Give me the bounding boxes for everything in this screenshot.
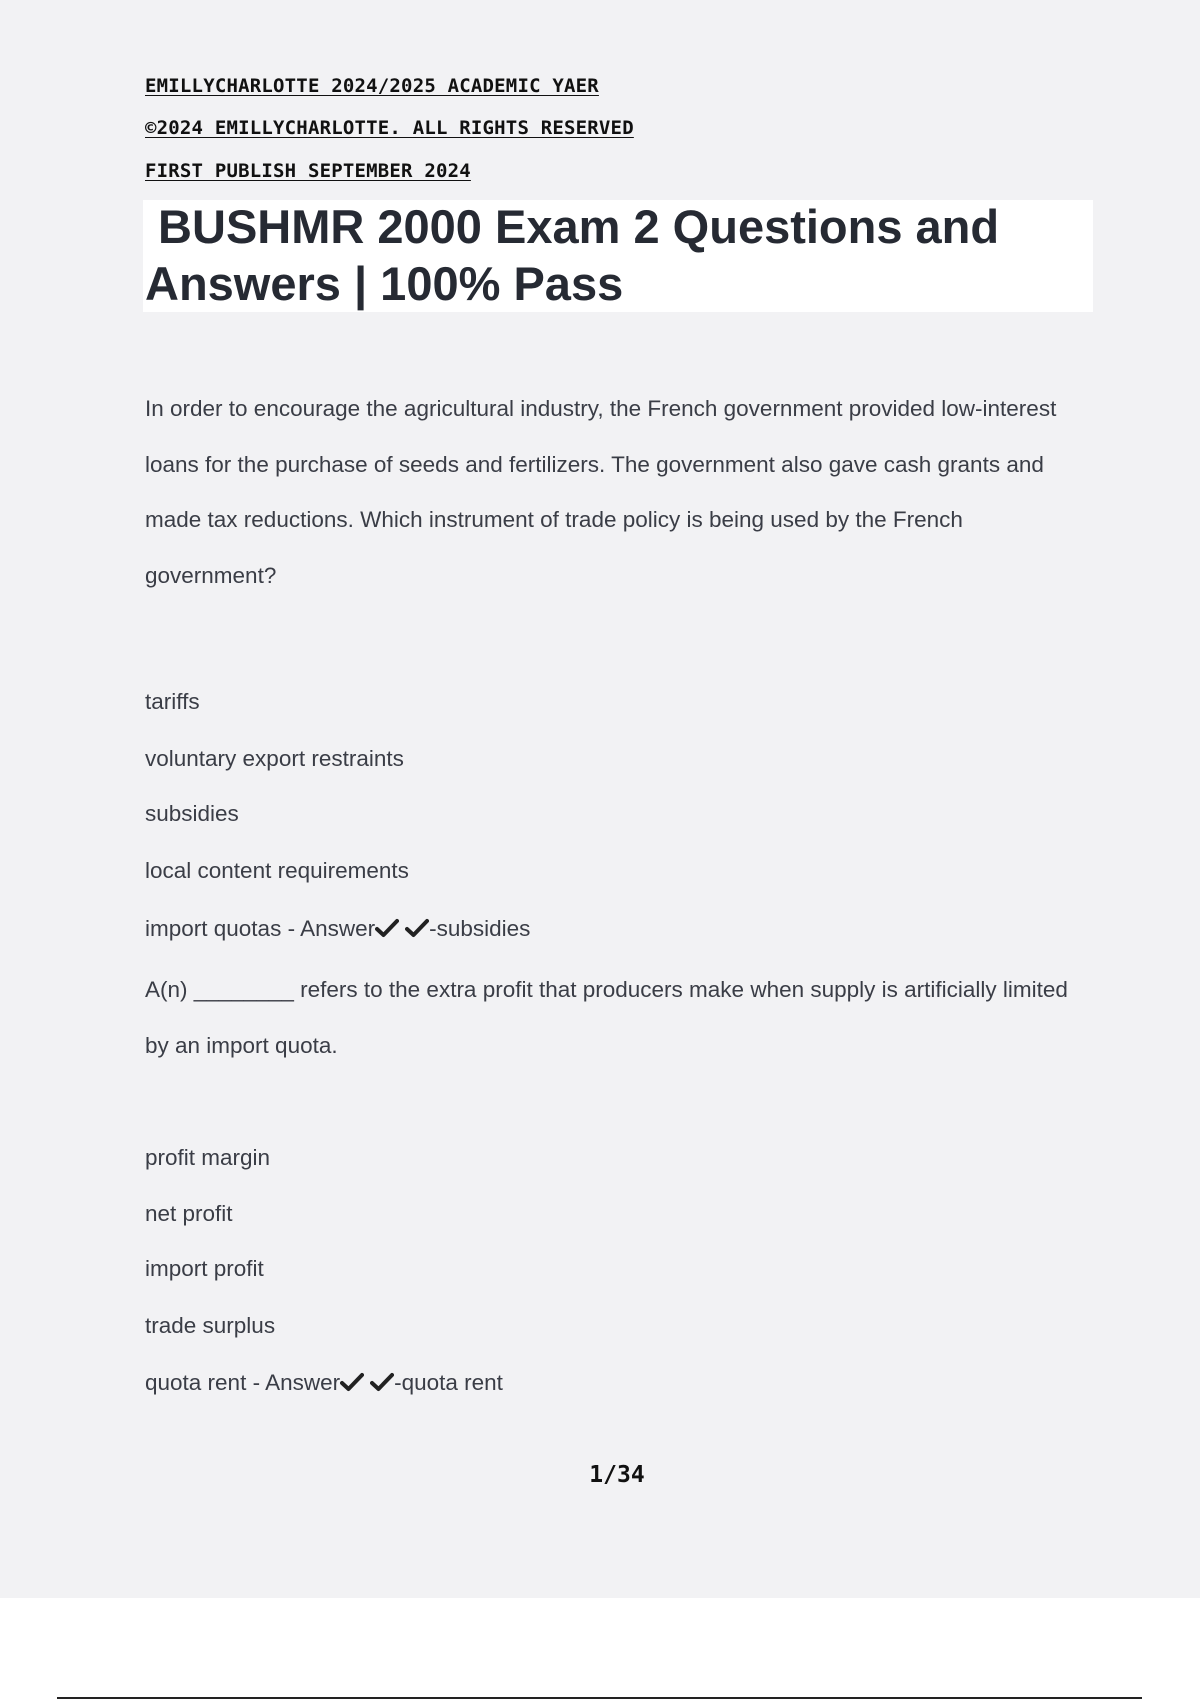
- question-1-option-5: import quotas - Answer: [145, 916, 376, 941]
- question-1-option-2: voluntary export restraints: [145, 746, 404, 771]
- check-icon: [340, 1372, 364, 1392]
- title-line-1: BUSHMR 2000 Exam 2 Questions and: [145, 200, 1000, 253]
- page-number: 1/34: [589, 1462, 645, 1488]
- check-icon: [370, 1372, 394, 1392]
- question-2-option-3: import profit: [145, 1256, 264, 1281]
- question-2-text: A(n) ________ refers to the extra profit that producers make when supply is artificially limited by an import quota.: [145, 977, 1068, 1058]
- page-title: [145, 198, 1095, 312]
- question-2-option-2: net profit: [145, 1201, 233, 1226]
- question-1-option-4: local content requirements: [145, 858, 409, 883]
- question-2-option-1: profit margin: [145, 1145, 271, 1170]
- question-2-option-4: trade surplus: [145, 1313, 276, 1338]
- page-divider: [57, 1697, 1142, 1699]
- header-first-publish: FIRST PUBLISH SEPTEMBER 2024: [145, 160, 471, 182]
- question-1-answer: -subsidies: [429, 916, 531, 941]
- question-2-answer: -quota rent: [394, 1370, 503, 1395]
- title-line-2: Answers | 100% Pass: [145, 257, 624, 310]
- question-2-option-5: quota rent - Answer: [145, 1370, 341, 1395]
- header-academic-year: EMILLYCHARLOTTE 2024/2025 ACADEMIC YAER: [145, 75, 599, 97]
- question-1-option-3: subsidies: [145, 801, 239, 826]
- question-1-text: In order to encourage the agricultural industry, the French government provided low-interest loans for the purchase of seeds and fertilizers. The government also gave cash grants and made tax reductions. Which instrument of trade policy is being used by the French government?: [145, 396, 1057, 588]
- header-copyright: ©2024 EMILLYCHARLOTTE. ALL RIGHTS RESERVED: [145, 117, 634, 139]
- question-1-option-1: tariffs: [145, 689, 200, 714]
- question-1-answer-line: [145, 916, 530, 942]
- check-icon: [375, 918, 399, 938]
- check-icon: [405, 918, 429, 938]
- question-2-answer-line: [145, 1370, 503, 1396]
